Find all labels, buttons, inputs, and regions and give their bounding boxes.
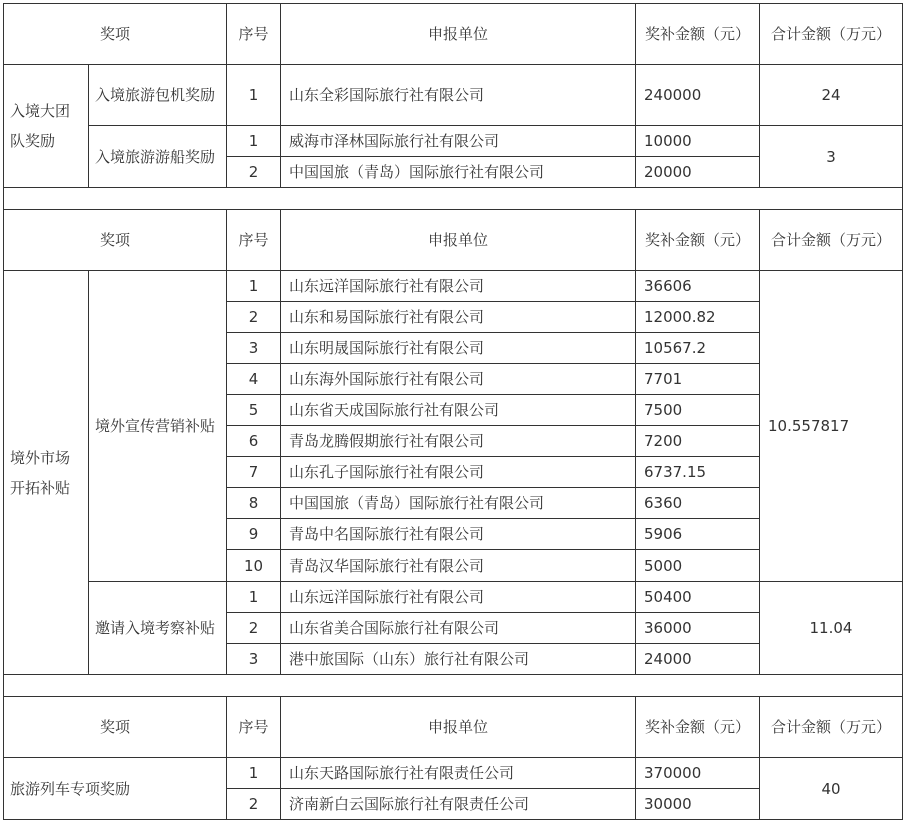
section-divider — [3, 674, 903, 697]
amount-cell: 240000 — [635, 64, 760, 126]
unit-cell: 山东天路国际旅行社有限责任公司 — [280, 757, 636, 789]
subcategory-label: 邀请入境考察补贴 — [95, 619, 216, 637]
seq-cell: 1 — [226, 581, 281, 613]
header-unit: 申报单位 — [280, 696, 636, 758]
total-cell: 3 — [759, 125, 903, 188]
amount-cell: 12000.82 — [635, 301, 760, 333]
header-amount: 奖补金额（元） — [635, 209, 760, 271]
total-cell: 11.04 — [759, 581, 903, 675]
subcategory-label: 入境旅游包机奖励 — [95, 86, 216, 104]
unit-cell: 威海市泽林国际旅行社有限公司 — [280, 125, 636, 157]
header-award: 奖项 — [3, 3, 227, 65]
subcategory-label: 境外宣传营销补贴 — [95, 417, 216, 435]
unit-cell: 港中旅国际（山东）旅行社有限公司 — [280, 643, 636, 675]
amount-cell: 24000 — [635, 643, 760, 675]
header-seq: 序号 — [226, 3, 281, 65]
header-seq: 序号 — [226, 209, 281, 271]
amount-cell: 36000 — [635, 612, 760, 644]
total-cell: 24 — [759, 64, 903, 126]
amount-cell: 10567.2 — [635, 332, 760, 364]
unit-cell: 青岛龙腾假期旅行社有限公司 — [280, 425, 636, 457]
amount-cell: 7200 — [635, 425, 760, 457]
seq-cell: 6 — [226, 425, 281, 457]
unit-cell: 山东远洋国际旅行社有限公司 — [280, 270, 636, 302]
amount-cell: 50400 — [635, 581, 760, 613]
seq-cell: 5 — [226, 394, 281, 426]
unit-cell: 山东和易国际旅行社有限公司 — [280, 301, 636, 333]
seq-cell: 2 — [226, 301, 281, 333]
amount-cell: 7500 — [635, 394, 760, 426]
unit-cell: 青岛汉华国际旅行社有限公司 — [280, 549, 636, 582]
seq-cell: 1 — [226, 270, 281, 302]
header-total: 合计金额（万元） — [759, 3, 903, 65]
header-amount: 奖补金额（元） — [635, 3, 760, 65]
total-cell: 10.557817 — [759, 270, 903, 582]
unit-cell: 山东省天成国际旅行社有限公司 — [280, 394, 636, 426]
amount-cell: 30000 — [635, 788, 760, 820]
unit-cell: 山东海外国际旅行社有限公司 — [280, 363, 636, 395]
seq-cell: 1 — [226, 64, 281, 126]
table-header-row — [3, 696, 903, 758]
header-total: 合计金额（万元） — [759, 209, 903, 271]
unit-cell: 山东明晟国际旅行社有限公司 — [280, 332, 636, 364]
unit-cell: 山东全彩国际旅行社有限公司 — [280, 64, 636, 126]
seq-cell: 8 — [226, 487, 281, 519]
seq-cell: 1 — [226, 125, 281, 157]
seq-cell: 3 — [226, 332, 281, 364]
unit-cell: 山东孔子国际旅行社有限公司 — [280, 456, 636, 488]
subcategory-label: 入境旅游游船奖励 — [95, 147, 216, 166]
category-label: 境外市场开拓补贴 — [10, 448, 71, 497]
amount-cell: 7701 — [635, 363, 760, 395]
header-total: 合计金额（万元） — [759, 696, 903, 758]
category-label: 入境大团队奖励 — [10, 102, 71, 150]
amount-cell: 6737.15 — [635, 456, 760, 488]
seq-cell: 9 — [226, 518, 281, 550]
unit-cell: 山东省美合国际旅行社有限公司 — [280, 612, 636, 644]
unit-cell: 济南新白云国际旅行社有限责任公司 — [280, 788, 636, 820]
seq-cell: 4 — [226, 363, 281, 395]
amount-cell: 5906 — [635, 518, 760, 550]
header-amount: 奖补金额（元） — [635, 696, 760, 758]
seq-cell: 3 — [226, 643, 281, 675]
header-seq: 序号 — [226, 696, 281, 758]
unit-cell: 中国国旅（青岛）国际旅行社有限公司 — [280, 156, 636, 188]
seq-cell: 2 — [226, 788, 281, 820]
header-award: 奖项 — [3, 209, 227, 271]
seq-cell: 7 — [226, 456, 281, 488]
amount-cell: 6360 — [635, 487, 760, 519]
amount-cell: 36606 — [635, 270, 760, 302]
unit-cell: 山东远洋国际旅行社有限公司 — [280, 581, 636, 613]
unit-cell: 中国国旅（青岛）国际旅行社有限公司 — [280, 487, 636, 519]
table-header-row — [3, 209, 903, 271]
total-cell: 40 — [759, 757, 903, 820]
amount-cell: 5000 — [635, 549, 760, 582]
amount-cell: 10000 — [635, 125, 760, 157]
header-unit: 申报单位 — [280, 3, 636, 65]
seq-cell: 10 — [226, 549, 281, 582]
unit-cell: 青岛中名国际旅行社有限公司 — [280, 518, 636, 550]
category-label: 旅游列车专项奖励 — [10, 779, 131, 798]
amount-cell: 370000 — [635, 757, 760, 789]
seq-cell: 2 — [226, 612, 281, 644]
header-unit: 申报单位 — [280, 209, 636, 271]
seq-cell: 2 — [226, 156, 281, 188]
seq-cell: 1 — [226, 757, 281, 789]
table-row — [3, 64, 903, 126]
section-divider — [3, 187, 903, 210]
header-award: 奖项 — [3, 696, 227, 758]
table-header-row — [3, 3, 903, 65]
amount-cell: 20000 — [635, 156, 760, 188]
